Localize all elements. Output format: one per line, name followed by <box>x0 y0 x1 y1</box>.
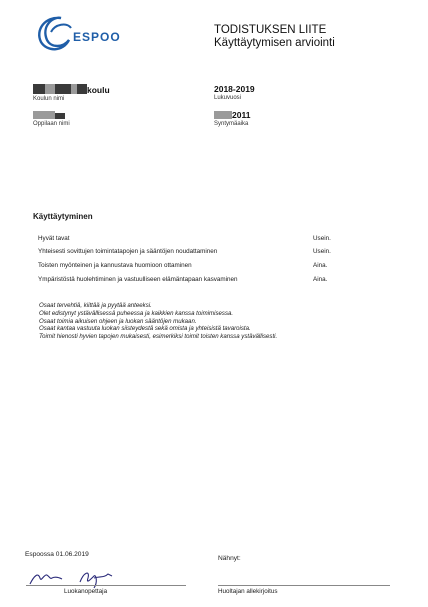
espoo-logo-icon <box>33 12 77 56</box>
behaviour-row <box>38 235 348 245</box>
school-year-value: 2018-2019 <box>214 84 255 94</box>
redaction-block <box>33 111 55 119</box>
teacher-comments <box>39 302 277 341</box>
document-title <box>214 24 414 50</box>
school-name-value <box>33 84 110 95</box>
student-name-field <box>33 110 70 127</box>
logo-text: ESPOO <box>73 30 121 44</box>
behaviour-grade: Aina. <box>313 276 328 283</box>
title-line-1: TODISTUKSEN LIITE <box>214 24 327 36</box>
place-date: Espoossa 01.06.2019 <box>25 551 89 558</box>
school-name-label: Koulun nimi <box>33 96 65 102</box>
comment-line: Osaat tervehtiä, kiittää ja pyytää anteeksi. <box>39 302 152 309</box>
behaviour-row <box>38 276 348 286</box>
redaction-block <box>55 113 65 119</box>
teacher-signature-label: Luokanopettaja <box>64 588 108 595</box>
comment-line: Olet edistynyt ystävällisessä puheessa ja kaikkien kanssa toimimisessa. <box>39 309 234 317</box>
behaviour-criterion: Toisten myönteinen ja kannustava huomioon ottaminen <box>38 262 192 269</box>
behaviour-title: Käyttäytyminen <box>33 212 93 221</box>
behaviour-grade: Usein. <box>313 248 331 255</box>
comment-line: Osaat kantaa vastuuta luokan siisteydestä sekä omista ja yhteisistä tavaroista. <box>39 325 251 333</box>
school-year-label: Lukuvuosi <box>214 95 242 101</box>
student-name-value <box>33 110 70 120</box>
birth-date-label: Syntymäaika <box>214 121 249 127</box>
student-name-label: Oppilaan nimi <box>33 121 70 127</box>
school-name-field <box>33 84 110 102</box>
birth-date-suffix: 2011 <box>232 110 251 120</box>
teacher-signature-line <box>26 585 186 586</box>
birth-date-value <box>214 110 250 120</box>
behaviour-grade: Aina. <box>313 262 328 269</box>
redaction-block <box>77 84 87 94</box>
school-year-field <box>214 84 255 101</box>
redaction-block <box>214 111 232 119</box>
title-line-2: Käyttäytymisen arviointi <box>214 37 335 49</box>
guardian-signature-label: Huoltajan allekirjoitus <box>218 588 278 595</box>
birth-date-field <box>214 110 250 127</box>
redaction-block <box>55 84 71 94</box>
behaviour-criterion: Hyvät tavat <box>38 235 70 242</box>
behaviour-grade: Usein. <box>313 235 331 242</box>
espoo-logo <box>33 12 123 56</box>
behaviour-row <box>38 262 348 272</box>
comment-line: Toimit hienosti hyvien tapojen mukaisesti, esimerkiksi toimit toisten kanssa ystävällisesti. <box>39 333 278 341</box>
redaction-block <box>33 84 45 94</box>
redaction-block <box>45 84 55 94</box>
guardian-signature-line <box>218 585 390 586</box>
behaviour-criterion: Yhteisesti sovittujen toimintatapojen ja sääntöjen noudattaminen <box>38 248 218 255</box>
school-name-suffix: koulu <box>87 85 110 95</box>
behaviour-row <box>38 248 348 258</box>
teacher-signature <box>28 566 138 590</box>
seen-label: Nähnyt: <box>218 555 241 562</box>
comment-line: Osaat toimia aikuisen ohjeen ja luokan sääntöjen mukaan. <box>39 317 197 325</box>
behaviour-criterion: Ympäristöstä huolehtiminen ja vastuulliseen elämäntapaan kasvaminen <box>38 276 238 283</box>
